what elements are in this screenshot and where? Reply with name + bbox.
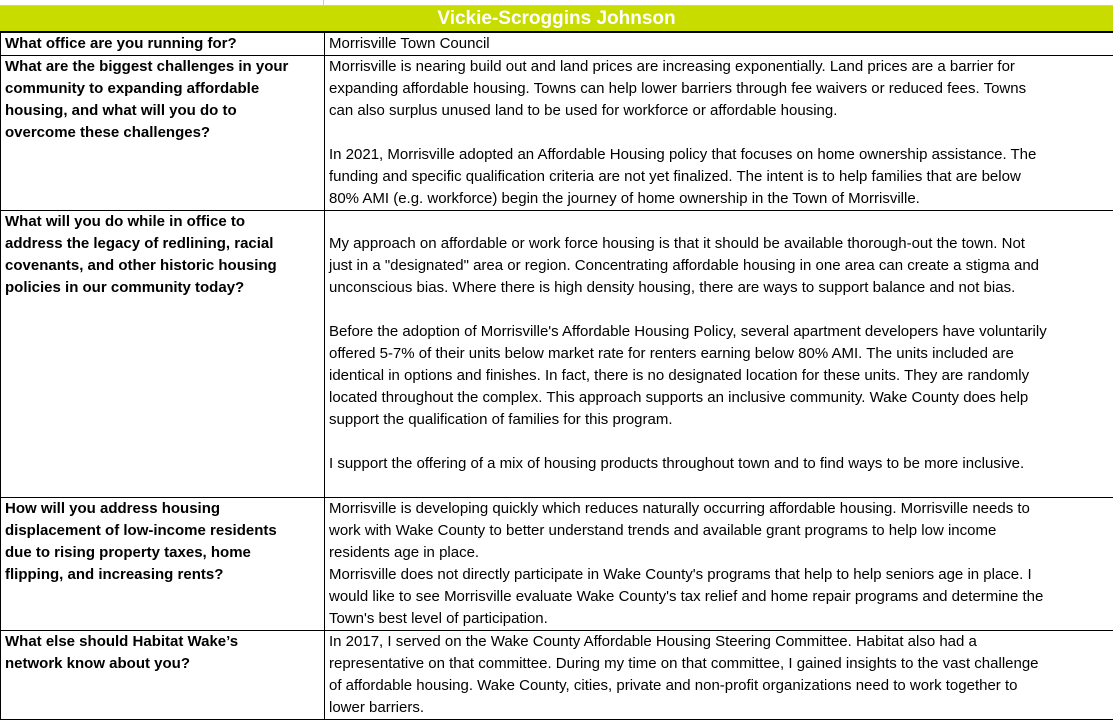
question-cell[interactable]: What office are you running for? <box>1 33 325 56</box>
answer-cell[interactable]: Morrisville is nearing build out and land prices are increasing exponentially. Land prices are a barrier for expanding affordable housing. Towns can help lower barriers through fee waivers or reduced fees. Towns can also surplus unused land to be used for workforce or affordable housing. In 2021, Morrisville adopted an Affordable Housing policy that focuses on home ownership assistance. The funding and specific qualification criteria are not yet finalized. The intent is to help families that are below 80% AMI (e.g. workforce) begin the journey of home ownership in the Town of Morrisville. <box>325 56 1113 211</box>
table-row <box>1 631 1113 720</box>
answer-cell[interactable]: Morrisville is developing quickly which reduces naturally occurring affordable housing. Morrisville needs to work with Wake County to better understand trends and available grant programs to help low income residents age in place. Morrisville does not directly participate in Wake County's programs that help to help seniors age in place. I would like to see Morrisville evaluate Wake County's tax relief and home repair programs and determine the Town's best level of participation. <box>325 498 1113 631</box>
table-row <box>1 498 1113 631</box>
answer-cell[interactable]: My approach on affordable or work force housing is that it should be available thorough-out the town. Not just in a "designated" area or region. Concentrating affordable housing in one area can create a stigma and unconscious bias. Where there is high density housing, there are ways to support balance and not bias. Before the adoption of Morrisville's Affordable Housing Policy, several apartment developers have voluntarily offered 5-7% of their units below market rate for renters earning below 80% AMI. The units included are identical in options and finishes. In fact, there is no designated location for these units. They are randomly located throughout the complex. This approach supports an inclusive community. Wake County does help support the qualification of families for this program. I support the offering of a mix of housing products throughout town and to find ways to be more inclusive. <box>325 211 1113 498</box>
answer-cell[interactable]: Morrisville Town Council <box>325 33 1113 56</box>
question-cell[interactable]: What are the biggest challenges in your community to expanding affordable housing, and what will you do to overcome these challenges? <box>1 56 325 211</box>
question-cell[interactable]: How will you address housing displacement of low-income residents due to rising property taxes, home flipping, and increasing rents? <box>1 498 325 631</box>
table-row <box>1 33 1113 56</box>
question-cell[interactable]: What will you do while in office to address the legacy of redlining, racial covenants, and other historic housing policies in our community today? <box>1 211 325 498</box>
answer-cell[interactable]: In 2017, I served on the Wake County Affordable Housing Steering Committee. Habitat also had a representative on that committee. During my time on that committee, I gained insights to the vast challenge of affordable housing. Wake County, cities, private and non-profit organizations need to work together to lower barriers. <box>325 631 1113 720</box>
candidate-name-header[interactable]: Vickie-Scroggins Johnson <box>0 6 1113 32</box>
question-cell[interactable]: What else should Habitat Wake’s network know about you? <box>1 631 325 720</box>
table-row <box>1 56 1113 211</box>
questionnaire-table <box>0 32 1113 720</box>
table-row <box>1 211 1113 498</box>
